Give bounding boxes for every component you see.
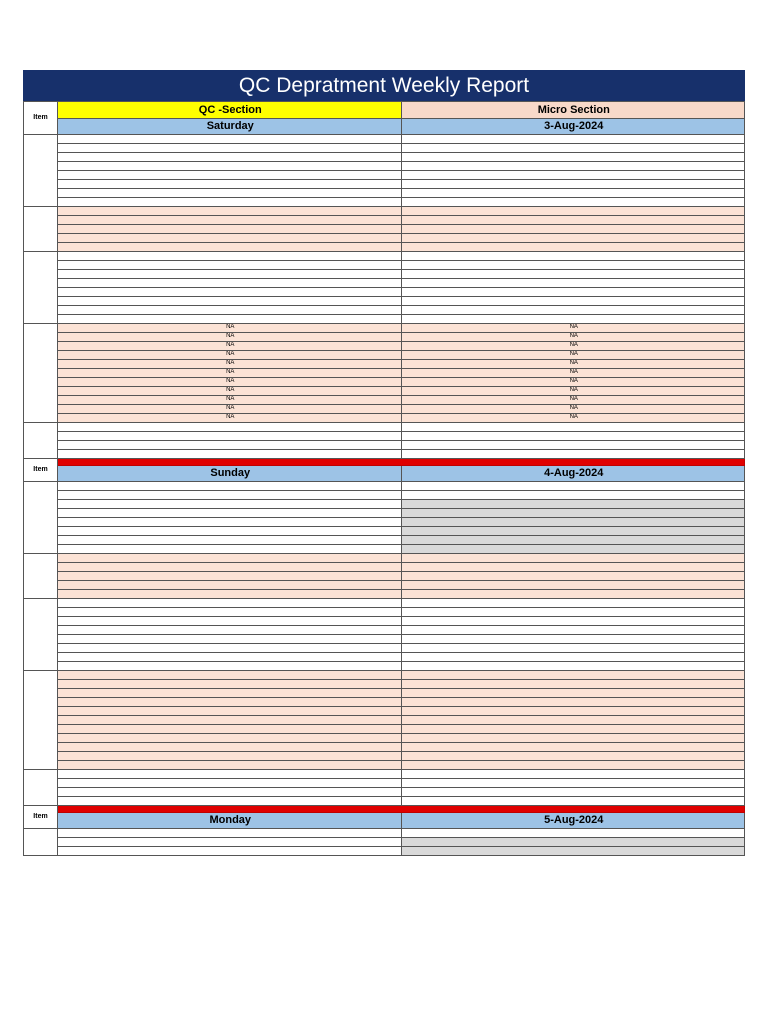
item-cell [24, 829, 58, 856]
qc-task [58, 761, 402, 770]
qc-section-header: QC -Section [58, 102, 402, 119]
micro-task: NA [401, 369, 745, 378]
day-label: Saturday [58, 119, 402, 135]
red-divider [58, 459, 745, 466]
micro-task [401, 847, 745, 856]
qc-task [58, 752, 402, 761]
qc-task [58, 626, 402, 635]
micro-task [401, 297, 745, 306]
micro-task [401, 536, 745, 545]
micro-task [401, 216, 745, 225]
micro-task: NA [401, 378, 745, 387]
qc-task [58, 261, 402, 270]
micro-task [401, 797, 745, 806]
micro-task [401, 662, 745, 671]
qc-task [58, 644, 402, 653]
micro-task [401, 779, 745, 788]
micro-task [401, 788, 745, 797]
qc-task [58, 162, 402, 171]
micro-task [401, 743, 745, 752]
qc-task [58, 270, 402, 279]
micro-task [401, 144, 745, 153]
item-cell [24, 770, 58, 806]
qc-task [58, 171, 402, 180]
micro-task [401, 180, 745, 189]
micro-task [401, 198, 745, 207]
item-cell [24, 423, 58, 459]
qc-task [58, 450, 402, 459]
qc-task [58, 441, 402, 450]
micro-task [401, 153, 745, 162]
qc-task [58, 680, 402, 689]
micro-task [401, 171, 745, 180]
micro-task: NA [401, 333, 745, 342]
qc-task [58, 554, 402, 563]
micro-task [401, 653, 745, 662]
qc-task: NA [58, 369, 402, 378]
qc-task: NA [58, 333, 402, 342]
micro-task [401, 509, 745, 518]
micro-task [401, 590, 745, 599]
micro-task [401, 306, 745, 315]
qc-task [58, 698, 402, 707]
item-header: Item [24, 806, 58, 829]
micro-task [401, 261, 745, 270]
qc-task: NA [58, 360, 402, 369]
qc-task [58, 216, 402, 225]
micro-task [401, 423, 745, 432]
qc-task [58, 689, 402, 698]
qc-task [58, 838, 402, 847]
qc-task [58, 563, 402, 572]
qc-task: NA [58, 351, 402, 360]
qc-task: NA [58, 387, 402, 396]
qc-task [58, 829, 402, 838]
report-title: QC Depratment Weekly Report [23, 70, 745, 101]
item-header: Item [24, 459, 58, 482]
qc-task [58, 315, 402, 324]
date-label: 5-Aug-2024 [401, 813, 745, 829]
micro-task [401, 608, 745, 617]
micro-task [401, 635, 745, 644]
day-label: Sunday [58, 466, 402, 482]
micro-task: NA [401, 360, 745, 369]
qc-task [58, 234, 402, 243]
micro-task [401, 315, 745, 324]
qc-task [58, 243, 402, 252]
micro-task [401, 770, 745, 779]
micro-task [401, 545, 745, 554]
qc-task [58, 797, 402, 806]
qc-task [58, 207, 402, 216]
date-label: 4-Aug-2024 [401, 466, 745, 482]
report-sheet [23, 70, 745, 856]
qc-task [58, 225, 402, 234]
micro-section-header: Micro Section [401, 102, 745, 119]
qc-task [58, 279, 402, 288]
micro-task [401, 752, 745, 761]
micro-task [401, 527, 745, 536]
qc-task: NA [58, 414, 402, 423]
micro-task: NA [401, 324, 745, 333]
qc-task [58, 491, 402, 500]
micro-task [401, 162, 745, 171]
item-cell [24, 482, 58, 554]
micro-task [401, 734, 745, 743]
qc-task [58, 180, 402, 189]
micro-task: NA [401, 405, 745, 414]
qc-task [58, 432, 402, 441]
qc-task [58, 297, 402, 306]
micro-task [401, 716, 745, 725]
item-cell [24, 324, 58, 423]
micro-task: NA [401, 414, 745, 423]
micro-task [401, 689, 745, 698]
qc-task [58, 500, 402, 509]
micro-task [401, 680, 745, 689]
micro-task: NA [401, 351, 745, 360]
qc-task [58, 572, 402, 581]
qc-task: NA [58, 342, 402, 351]
micro-task [401, 135, 745, 144]
qc-task [58, 671, 402, 680]
qc-task [58, 725, 402, 734]
micro-task [401, 243, 745, 252]
qc-task [58, 135, 402, 144]
micro-task [401, 279, 745, 288]
qc-task [58, 653, 402, 662]
qc-task: NA [58, 324, 402, 333]
qc-task [58, 482, 402, 491]
micro-task [401, 450, 745, 459]
micro-task: NA [401, 396, 745, 405]
micro-task [401, 671, 745, 680]
micro-task: NA [401, 387, 745, 396]
micro-task [401, 626, 745, 635]
micro-task [401, 500, 745, 509]
micro-task [401, 599, 745, 608]
micro-task [401, 189, 745, 198]
date-label: 3-Aug-2024 [401, 119, 745, 135]
qc-task [58, 423, 402, 432]
qc-task [58, 635, 402, 644]
qc-task [58, 288, 402, 297]
qc-task [58, 599, 402, 608]
qc-task [58, 590, 402, 599]
qc-task [58, 153, 402, 162]
micro-task [401, 563, 745, 572]
qc-task: NA [58, 396, 402, 405]
qc-task [58, 770, 402, 779]
red-divider [58, 806, 745, 813]
item-cell [24, 252, 58, 324]
micro-task [401, 644, 745, 653]
qc-task [58, 788, 402, 797]
micro-task [401, 572, 745, 581]
micro-task: NA [401, 342, 745, 351]
qc-task [58, 743, 402, 752]
day-label: Monday [58, 813, 402, 829]
qc-task [58, 779, 402, 788]
micro-task [401, 707, 745, 716]
micro-task [401, 234, 745, 243]
report-table [23, 101, 745, 856]
qc-task: NA [58, 405, 402, 414]
qc-task [58, 144, 402, 153]
item-cell [24, 599, 58, 671]
qc-task [58, 527, 402, 536]
qc-task: NA [58, 378, 402, 387]
qc-task [58, 198, 402, 207]
item-cell [24, 554, 58, 599]
micro-task [401, 270, 745, 279]
qc-task [58, 189, 402, 198]
qc-task [58, 306, 402, 315]
micro-task [401, 698, 745, 707]
micro-task [401, 252, 745, 261]
micro-task [401, 518, 745, 527]
micro-task [401, 432, 745, 441]
qc-task [58, 662, 402, 671]
micro-task [401, 617, 745, 626]
item-cell [24, 135, 58, 207]
item-cell [24, 671, 58, 770]
micro-task [401, 441, 745, 450]
micro-task [401, 838, 745, 847]
qc-task [58, 545, 402, 554]
micro-task [401, 491, 745, 500]
qc-task [58, 252, 402, 261]
micro-task [401, 725, 745, 734]
qc-task [58, 509, 402, 518]
qc-task [58, 536, 402, 545]
micro-task [401, 482, 745, 491]
micro-task [401, 225, 745, 234]
micro-task [401, 581, 745, 590]
qc-task [58, 716, 402, 725]
qc-task [58, 581, 402, 590]
item-header: Item [24, 102, 58, 135]
micro-task [401, 207, 745, 216]
micro-task [401, 554, 745, 563]
micro-task [401, 288, 745, 297]
qc-task [58, 734, 402, 743]
qc-task [58, 707, 402, 716]
qc-task [58, 617, 402, 626]
qc-task [58, 518, 402, 527]
micro-task [401, 761, 745, 770]
qc-task [58, 847, 402, 856]
item-cell [24, 207, 58, 252]
qc-task [58, 608, 402, 617]
micro-task [401, 829, 745, 838]
